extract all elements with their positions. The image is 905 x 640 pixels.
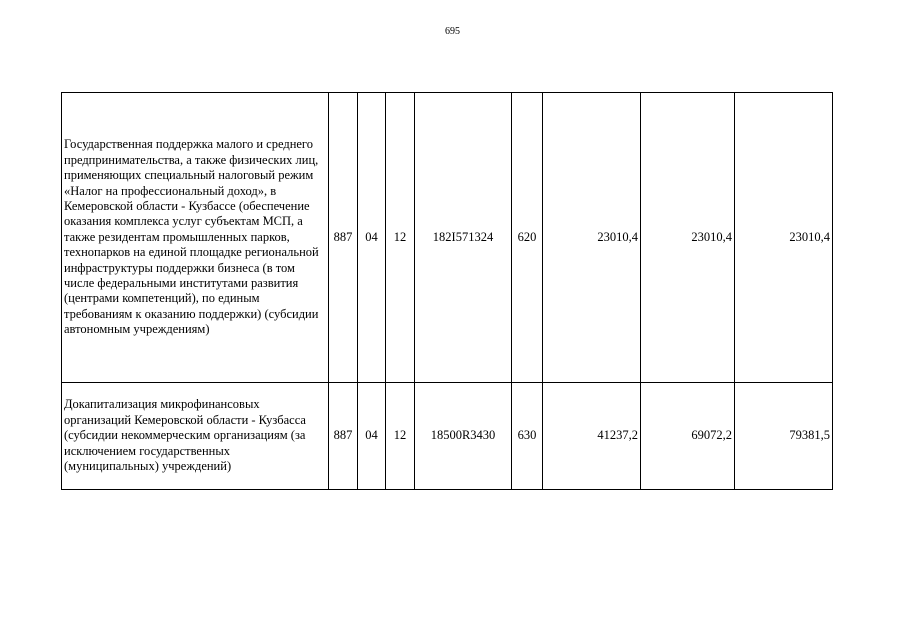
section-code-cell: 04	[358, 383, 386, 490]
amount-year2-cell: 69072,2	[641, 383, 735, 490]
target-article-cell: 18500R3430	[415, 383, 512, 490]
section-code-cell: 04	[358, 93, 386, 383]
row-name-cell: Докапитализация микрофинансовых организаций Кемеровской области - Кузбасса (субсидии некоммерческим организациям (за исключением государственных (муниципальных) учреждений)	[62, 383, 329, 490]
amount-year3-cell: 79381,5	[735, 383, 833, 490]
expense-type-cell: 630	[512, 383, 543, 490]
amount-year2-cell: 23010,4	[641, 93, 735, 383]
row-name-cell: Государственная поддержка малого и среднего предпринимательства, а также физических лиц, применяющих специальный налоговый режим «Налог на профессиональный доход», в Кемеровской области - Кузбассе (обеспечение оказания комплекса услуг субъектам МСП, а также резидентам промышленных парков, технопарков на единой площадке региональной инфраструктуры поддержки бизнеса (в том числе федеральными институтами развития (центрами компетенций), по единым требованиям к оказанию поддержки) (субсидии автономным учреждениям)	[62, 93, 329, 383]
target-article-cell: 182I571324	[415, 93, 512, 383]
subsection-code-cell: 12	[386, 93, 415, 383]
table-row	[62, 93, 833, 383]
table-row	[62, 383, 833, 490]
amount-year1-cell: 41237,2	[543, 383, 641, 490]
page-number: 695	[445, 26, 460, 37]
grbs-code-cell: 887	[329, 93, 358, 383]
subsection-code-cell: 12	[386, 383, 415, 490]
amount-year1-cell: 23010,4	[543, 93, 641, 383]
amount-year3-cell: 23010,4	[735, 93, 833, 383]
budget-table	[61, 92, 833, 490]
expense-type-cell: 620	[512, 93, 543, 383]
grbs-code-cell: 887	[329, 383, 358, 490]
